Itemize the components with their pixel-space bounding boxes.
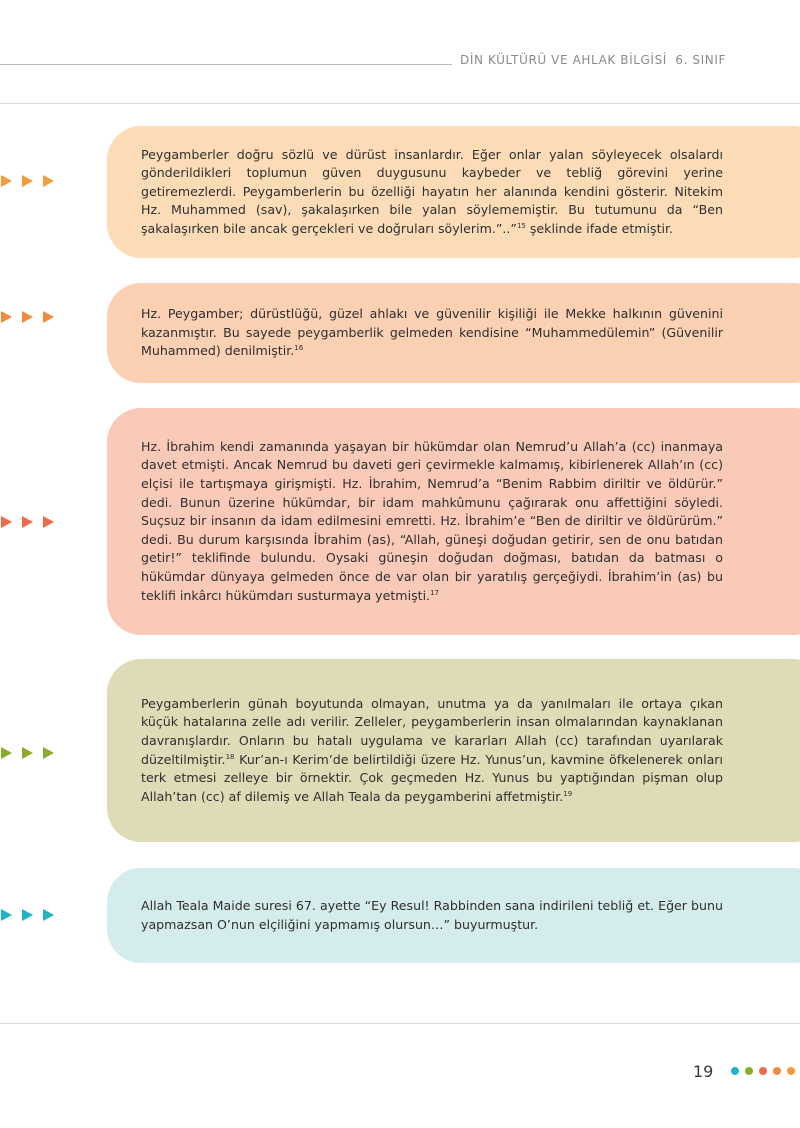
footnote-ref: 17 — [430, 588, 439, 597]
footnote-ref: 18 — [225, 752, 235, 761]
arrow-triangle — [1, 311, 12, 323]
footnote-ref: 19 — [563, 789, 573, 798]
arrow-triangle — [22, 516, 33, 528]
running-header — [460, 53, 726, 67]
triple-arrow-icon — [0, 746, 60, 760]
bottom-rule — [0, 1023, 800, 1024]
triple-arrow-icon — [0, 515, 60, 529]
card-text: Allah Teala Maide suresi 67. ayette “Ey Resul! Rabbinden sana indirileni tebliğ et. Eğer bunu yapmazsan O’nun elçiliğini yapmamış olursun…” buyurmuştur. — [141, 897, 723, 932]
card-text: Peygamberlerin günah boyutunda olmayan, unutma ya da yanılmaları ile ortaya çıkan küçük hatalarına zelle adı verilir. Zelleler, peygamberlerin insan olmalarından kaynaklanan davranışlardır. Onların bu hatalı uygulama ve kararları Allah (cc) tarafından uyarılarak düzeltilmiştir.$^{18}$ Kur’an-ı Kerim’de belirtildiği üzere Hz. Yunus’un, kavmine öfkelenerek onları terk etmesi zelleye bir örnektir. Çok geçmeden Hz. Yunus bu yaptığından pişman olup Allah’tan (cc) af dilemiş ve Allah Teala da peygamberini affetmiştir.$^{19}$ — [141, 695, 723, 804]
arrow-triangle — [22, 747, 33, 759]
arrow-marker-1 — [0, 174, 60, 188]
info-card-2 — [107, 283, 800, 383]
footnote-ref: 16 — [294, 344, 304, 353]
top-rule — [0, 103, 800, 104]
dot-1 — [731, 1067, 739, 1075]
info-card-4 — [107, 659, 800, 842]
triple-arrow-icon — [0, 310, 60, 324]
page-number: 19 — [693, 1062, 714, 1081]
dot-5 — [787, 1067, 795, 1075]
card-text: Peygamberler doğru sözlü ve dürüst insanlardır. Eğer onlar yalan söyleyecek olsalardı gönderildikleri toplumun güven duygusunu kaybeder ve tebliğ görevini yerine getiremezlerdi. Peygamberlerin bu özelliği hayatın her alanında kendini gösterir. Nitekim Hz. Muhammed (sav), şakalaşırken bile yalan söylememiştir. Bu tutumunu da “Ben şakalaşırken bile ancak gerçekleri ve doğruları söylerim.”..”$^{15}$ şeklinde ifade etmiştir. — [141, 146, 723, 236]
arrow-marker-2 — [0, 310, 60, 324]
info-card-3 — [107, 408, 800, 635]
card-text: Hz. Peygamber; dürüstlüğü, güzel ahlakı ve güvenilir kişiliği ile Mekke halkının güvenini kazanmıştır. Bu sayede peygamberlik gelmeden kendisine “Muhammedülemin” (Güvenilir Muhammed) denilmiştir.$^{16}$ — [141, 306, 723, 359]
card-text: Hz. İbrahim kendi zamanında yaşayan bir hükümdar olan Nemrud’u Allah’a (cc) inanmaya davet etmişti. Ancak Nemrud bu daveti geri çevirmekle kalmamış, kibirlenerek Allah’ın (cc) elçisi ile tartışmaya girişmişti. Hz. İbrahim, Nemrud’a “Benim Rabbim diriltir ve öldürür.” dedi. Bunun üzerine hükümdar, bir idam mahkûmunu çağırarak onu affettiğini söyledi. Suçsuz bir insanın da idam edilmesini emretti. Hz. İbrahim’e “Ben de diriltir ve öldürürüm.” dedi. Bu durum karşısında İbrahim (as), “Allah, güneşi doğudan getirir, sen de onu batıdan getir!” teklifinde bulundu. Oysaki güneşin doğudan doğması, batıdan da batması o hükümdar dünyaya gelmeden önce de var olan bir yaratılış gerçeğiydi. İbrahim’in (as) bu teklifi inkârcı hükümdarı susturmaya yetmişti.$^{17}$ — [141, 438, 723, 603]
triple-arrow-icon — [0, 174, 60, 188]
footnote-ref: 15 — [516, 221, 526, 230]
info-card-5 — [107, 868, 800, 963]
arrow-marker-5 — [0, 908, 60, 922]
arrow-triangle — [1, 747, 12, 759]
arrow-triangle — [43, 175, 54, 187]
decorative-dots — [731, 1067, 795, 1075]
arrow-marker-4 — [0, 746, 60, 760]
arrow-triangle — [43, 311, 54, 323]
dot-2 — [745, 1067, 753, 1075]
arrow-triangle — [1, 909, 12, 921]
arrow-marker-3 — [0, 515, 60, 529]
header-divider-line — [0, 64, 452, 65]
book-title: DİN KÜLTÜRÜ VE AHLAK BİLGİSİ — [460, 53, 667, 67]
arrow-triangle — [43, 909, 54, 921]
arrow-triangle — [22, 175, 33, 187]
dot-4 — [773, 1067, 781, 1075]
triple-arrow-icon — [0, 908, 60, 922]
info-card-1 — [107, 126, 800, 258]
arrow-triangle — [1, 175, 12, 187]
arrow-triangle — [1, 516, 12, 528]
arrow-triangle — [22, 311, 33, 323]
grade-label: 6. SINIF — [675, 53, 726, 67]
arrow-triangle — [43, 747, 54, 759]
arrow-triangle — [43, 516, 54, 528]
arrow-triangle — [22, 909, 33, 921]
dot-3 — [759, 1067, 767, 1075]
